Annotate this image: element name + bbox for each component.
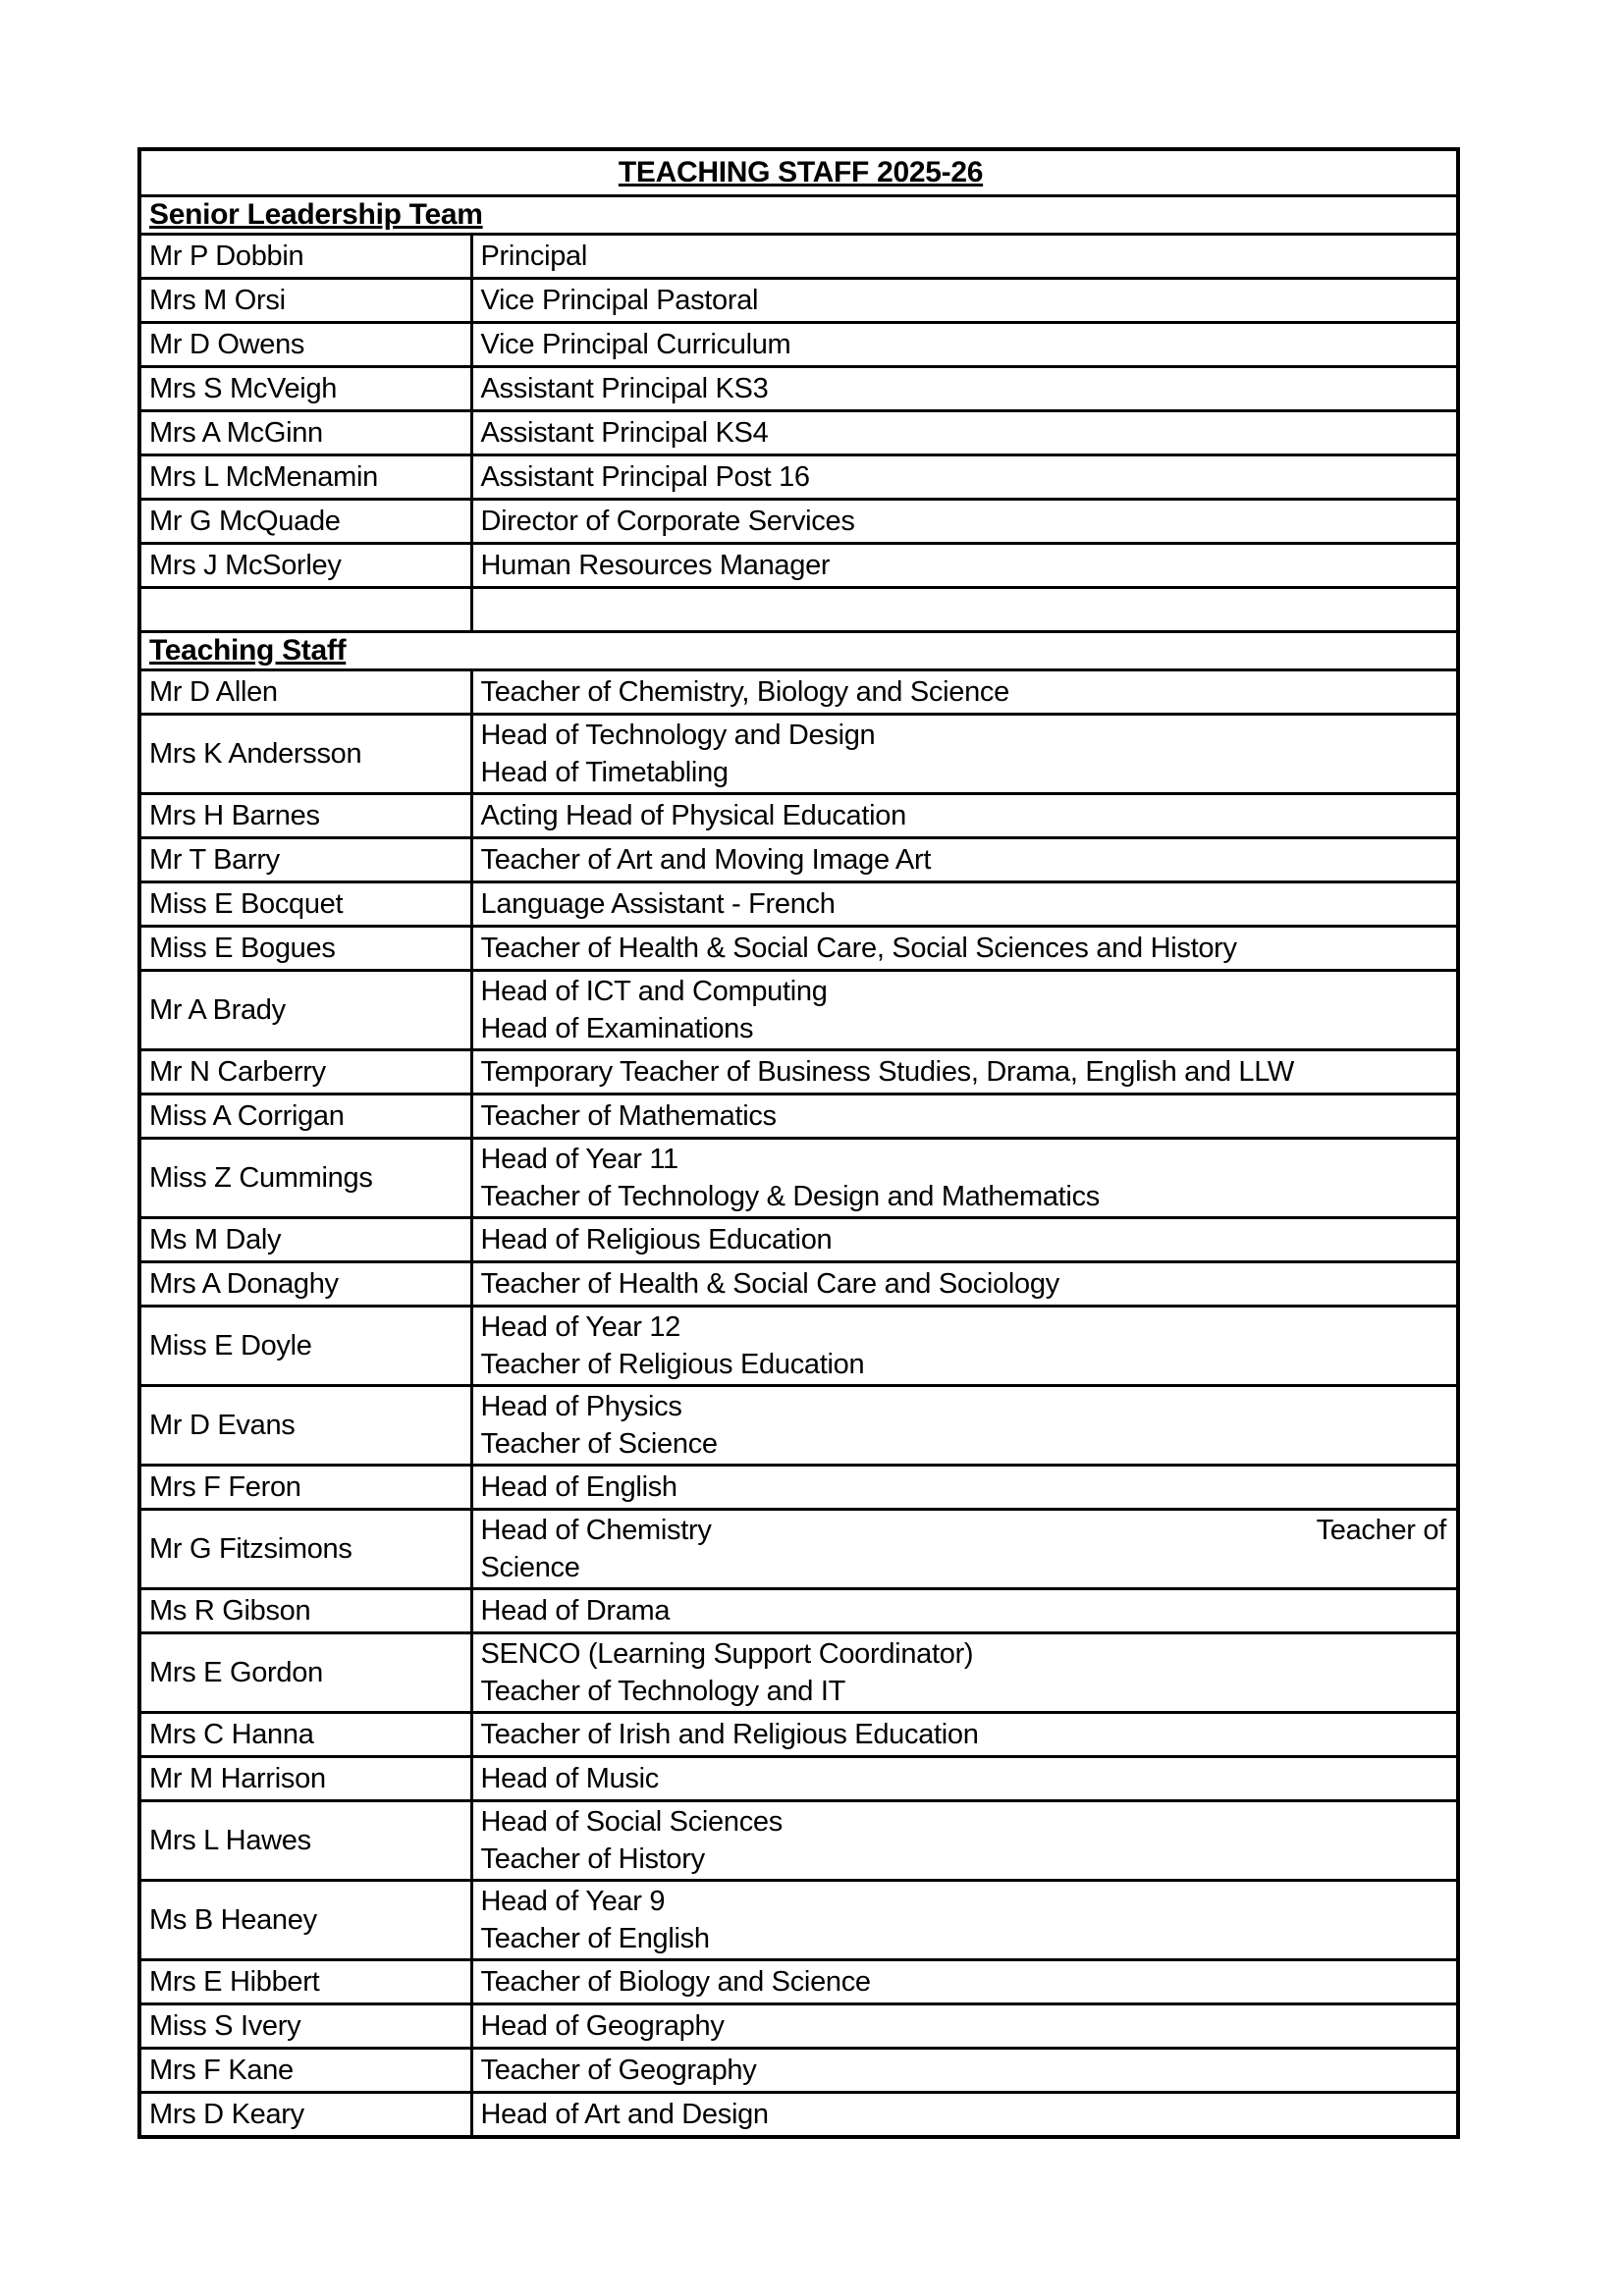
staff-name-cell: Mrs C Hanna [139, 1713, 471, 1757]
staff-role-cell [471, 1307, 1458, 1386]
role-line: Teacher of Art and Moving Image Art [480, 844, 932, 876]
staff-role-cell [471, 2093, 1458, 2138]
staff-name-cell: Mr D Owens [139, 323, 471, 367]
staff-name-cell: Ms M Daly [139, 1218, 471, 1262]
role-line: Language Assistant - French [480, 888, 836, 920]
role-line: Head of Art and Design [480, 2099, 769, 2130]
table-row [139, 2004, 1458, 2049]
staff-role-cell [471, 1757, 1458, 1801]
table-row [139, 323, 1458, 367]
table-row [139, 1757, 1458, 1801]
staff-role-cell [471, 1466, 1458, 1510]
staff-name-cell: Miss E Bogues [139, 927, 471, 971]
staff-role-cell [471, 1095, 1458, 1139]
table-row [139, 1589, 1458, 1633]
staff-role-cell [471, 1510, 1458, 1589]
staff-role-cell [471, 1881, 1458, 1960]
role-line: Head of Music [480, 1763, 659, 1794]
table-row [139, 411, 1458, 455]
teaching-staff-table [137, 147, 1460, 2139]
role-line: Head of English [480, 1471, 677, 1503]
staff-name-cell: Mr D Allen [139, 670, 471, 715]
staff-role-cell [471, 367, 1458, 411]
role-line: Vice Principal Curriculum [480, 329, 791, 360]
staff-role-cell [471, 588, 1458, 632]
staff-name-cell: Miss Z Cummings [139, 1139, 471, 1218]
role-line: Head of Examinations [480, 1013, 754, 1044]
section-header-row [139, 632, 1458, 670]
staff-role-cell [471, 794, 1458, 838]
table-row [139, 670, 1458, 715]
table-row [139, 882, 1458, 927]
table-row [139, 1713, 1458, 1757]
staff-name-cell: Mrs K Andersson [139, 715, 471, 794]
staff-name-cell: Mrs H Barnes [139, 794, 471, 838]
staff-role-cell [471, 2049, 1458, 2093]
table-row [139, 1386, 1458, 1466]
role-line: Acting Head of Physical Education [480, 800, 906, 831]
staff-name-cell: Miss S Ivery [139, 2004, 471, 2049]
table-row [139, 1307, 1458, 1386]
table-row [139, 2049, 1458, 2093]
staff-name-cell: Mrs L McMenamin [139, 455, 471, 500]
role-line: Head of Drama [480, 1595, 671, 1627]
role-line: Assistant Principal Post 16 [480, 461, 810, 493]
staff-name-cell: Mrs S McVeigh [139, 367, 471, 411]
role-line: Director of Corporate Services [480, 506, 855, 537]
role-line [481, 1512, 1453, 1549]
role-line: Teacher of Biology and Science [480, 1966, 871, 1998]
staff-name-cell: Mr A Brady [139, 971, 471, 1050]
table-row [139, 715, 1458, 794]
table-row [139, 1095, 1458, 1139]
section-header-row [139, 196, 1458, 235]
table-row [139, 235, 1458, 279]
role-line: Head of Physics [480, 1391, 682, 1422]
staff-role-cell [471, 1960, 1458, 2004]
role-line-right: Teacher of [1316, 1515, 1446, 1546]
role-line: Head of Year 11 [480, 1144, 678, 1175]
staff-name-cell: Mrs D Keary [139, 2093, 471, 2138]
staff-name-cell: Ms R Gibson [139, 1589, 471, 1633]
staff-name-cell: Mr G McQuade [139, 500, 471, 544]
staff-role-cell [471, 1050, 1458, 1095]
staff-role-cell [471, 1713, 1458, 1757]
role-line: Head of Religious Education [480, 1224, 833, 1255]
staff-name-cell: Mrs M Orsi [139, 279, 471, 323]
role-line: Teacher of Geography [480, 2055, 757, 2086]
role-line: Teacher of Religious Education [480, 1349, 865, 1380]
staff-role-cell [471, 670, 1458, 715]
role-line: Head of Social Sciences [480, 1806, 783, 1838]
staff-role-cell [471, 715, 1458, 794]
staff-name-cell: Miss A Corrigan [139, 1095, 471, 1139]
table-row [139, 794, 1458, 838]
staff-name-cell [139, 588, 471, 632]
staff-name-cell: Mrs J McSorley [139, 544, 471, 588]
role-line: Science [480, 1552, 580, 1583]
table-row [139, 1801, 1458, 1881]
staff-role-cell [471, 544, 1458, 588]
table-row [139, 1960, 1458, 2004]
role-line: Head of Year 12 [480, 1311, 681, 1343]
role-line: Teacher of English [480, 1923, 710, 1954]
role-line: Teacher of Technology & Design and Mathematics [480, 1181, 1100, 1212]
staff-role-cell [471, 882, 1458, 927]
role-line: Head of ICT and Computing [480, 976, 828, 1007]
role-line: Teacher of Health & Social Care, Social Sciences and History [480, 933, 1237, 964]
staff-name-cell: Mr M Harrison [139, 1757, 471, 1801]
staff-name-cell: Mrs L Hawes [139, 1801, 471, 1881]
table-row [139, 1050, 1458, 1095]
staff-role-cell [471, 1139, 1458, 1218]
role-line: Vice Principal Pastoral [480, 285, 759, 316]
table-row [139, 544, 1458, 588]
staff-name-cell: Mrs F Feron [139, 1466, 471, 1510]
title-row [139, 149, 1458, 196]
staff-role-cell [471, 1633, 1458, 1713]
role-line: Teacher of Technology and IT [480, 1676, 846, 1707]
staff-role-cell [471, 1218, 1458, 1262]
table-row [139, 927, 1458, 971]
table-row [139, 1881, 1458, 1960]
staff-name-cell: Mrs A Donaghy [139, 1262, 471, 1307]
staff-name-cell: Mrs A McGinn [139, 411, 471, 455]
role-line: Teacher of Chemistry, Biology and Science [480, 676, 1009, 708]
staff-role-cell [471, 927, 1458, 971]
table-row [139, 367, 1458, 411]
table-row [139, 279, 1458, 323]
staff-role-cell [471, 1801, 1458, 1881]
staff-role-cell [471, 2004, 1458, 2049]
staff-name-cell: Mr N Carberry [139, 1050, 471, 1095]
table-row [139, 1262, 1458, 1307]
staff-role-cell [471, 1386, 1458, 1466]
role-line: Teacher of Science [480, 1428, 718, 1460]
table-row [139, 971, 1458, 1050]
table-row [139, 1139, 1458, 1218]
staff-name-cell: Miss E Bocquet [139, 882, 471, 927]
table-row [139, 838, 1458, 882]
table-row [139, 1218, 1458, 1262]
role-line: Head of Geography [480, 2010, 725, 2042]
staff-name-cell: Mrs E Gordon [139, 1633, 471, 1713]
staff-name-cell: Mr T Barry [139, 838, 471, 882]
role-line: Assistant Principal KS4 [480, 417, 769, 449]
role-line: Assistant Principal KS3 [480, 373, 769, 404]
role-line: Head of Timetabling [480, 757, 729, 788]
staff-name-cell: Miss E Doyle [139, 1307, 471, 1386]
staff-role-cell [471, 838, 1458, 882]
role-line: Teacher of Mathematics [480, 1100, 777, 1132]
staff-role-cell [471, 1262, 1458, 1307]
table-row [139, 1466, 1458, 1510]
role-line-left: Head of Chemistry [480, 1515, 712, 1546]
table-row [139, 500, 1458, 544]
staff-name-cell: Ms B Heaney [139, 1881, 471, 1960]
section-header-cell [139, 632, 1458, 670]
staff-role-cell [471, 971, 1458, 1050]
table-row [139, 2093, 1458, 2138]
role-line: Teacher of Health & Social Care and Sociology [480, 1268, 1059, 1300]
table-row [139, 455, 1458, 500]
table-title-cell [139, 149, 1458, 196]
staff-role-cell [471, 279, 1458, 323]
table-row [139, 1633, 1458, 1713]
spacer-row [139, 588, 1458, 632]
role-line: Teacher of History [480, 1843, 705, 1875]
role-line: SENCO (Learning Support Coordinator) [480, 1638, 974, 1670]
role-line: Head of Technology and Design [480, 720, 876, 751]
role-line: Principal [480, 240, 588, 272]
staff-role-cell [471, 500, 1458, 544]
section-header-label: Senior Leadership Team [149, 198, 483, 231]
page-title: TEACHING STAFF 2025-26 [618, 156, 984, 188]
table-row [139, 1510, 1458, 1589]
staff-name-cell: Mrs E Hibbert [139, 1960, 471, 2004]
staff-role-cell [471, 1589, 1458, 1633]
staff-name-cell: Mr P Dobbin [139, 235, 471, 279]
staff-role-cell [471, 323, 1458, 367]
staff-role-cell [471, 235, 1458, 279]
section-header-label: Teaching Staff [149, 634, 347, 667]
staff-role-cell [471, 455, 1458, 500]
role-line: Human Resources Manager [480, 550, 831, 581]
section-header-cell [139, 196, 1458, 235]
staff-name-cell: Mrs F Kane [139, 2049, 471, 2093]
staff-role-cell [471, 411, 1458, 455]
staff-name-cell: Mr D Evans [139, 1386, 471, 1466]
role-line: Teacher of Irish and Religious Education [480, 1719, 979, 1750]
role-line: Head of Year 9 [480, 1886, 666, 1917]
staff-table-body [139, 149, 1458, 2137]
role-line: Temporary Teacher of Business Studies, Drama, English and LLW [480, 1056, 1294, 1088]
staff-name-cell: Mr G Fitzsimons [139, 1510, 471, 1589]
